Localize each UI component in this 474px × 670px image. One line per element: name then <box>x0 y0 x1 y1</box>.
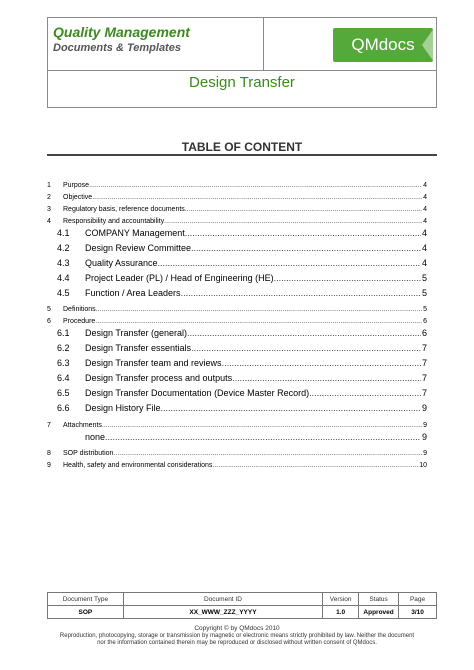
toc-entry-page: 5 <box>421 288 427 298</box>
toc-entry-number: 6.5 <box>57 388 70 398</box>
toc-leader-dots <box>113 450 422 457</box>
toc-entry[interactable] <box>47 301 427 313</box>
toc-entry[interactable] <box>47 213 427 225</box>
toc-entry-number: 4.5 <box>57 288 70 298</box>
toc-entry-page: 4 <box>421 228 427 238</box>
header-divider-horizontal <box>48 70 436 71</box>
toc-entry-title: Regulatory basis, reference documents <box>63 206 185 213</box>
toc-entry-number: 9 <box>47 462 51 469</box>
toc-entry-number: 4.4 <box>57 273 70 283</box>
toc-entry[interactable] <box>57 430 427 442</box>
toc-entry-page: 4 <box>423 218 427 225</box>
toc-entry-title: Design Transfer Documentation (Device Master Record) <box>85 388 310 398</box>
toc-entry[interactable] <box>47 457 427 469</box>
toc-leader-dots <box>274 273 421 283</box>
toc-entry-title: Design History File <box>85 403 161 413</box>
toc-entry-title: Design Review Committee <box>85 243 192 253</box>
document-id-value: XX_WWW_ZZZ_YYYY <box>123 606 322 619</box>
toc-leader-dots <box>212 462 418 469</box>
toc-entry[interactable] <box>57 356 427 368</box>
toc-leader-dots <box>96 306 422 313</box>
brand-subtitle: Documents & Templates <box>53 42 181 54</box>
toc-entry-number: 1 <box>47 182 51 189</box>
status-value: Approved <box>359 606 399 619</box>
legal-line: nor the information contained therein may be reproduced or disclosed without written consent of QMdocs. <box>97 640 377 646</box>
toc-leader-dots <box>191 343 421 353</box>
toc-leader-dots <box>92 194 422 201</box>
toc-entry[interactable] <box>47 313 427 325</box>
toc-entry[interactable] <box>47 177 427 189</box>
toc-entry[interactable] <box>47 189 427 201</box>
copyright-notice: Copyright © by QMdocs 2010 <box>194 625 280 632</box>
toc-title: TABLE OF CONTENT <box>181 140 303 154</box>
toc-entry-page: 10 <box>419 462 427 469</box>
toc-leader-dots <box>181 288 421 298</box>
document-type-value: SOP <box>48 606 124 619</box>
toc-entry[interactable] <box>57 341 427 353</box>
toc-entry-title: Definitions <box>63 306 96 313</box>
toc-entry-title: Design Transfer process and outputs <box>85 373 233 383</box>
toc-entry-number: 6.4 <box>57 373 70 383</box>
toc-leader-dots <box>222 358 421 368</box>
footer-info-table <box>47 592 437 619</box>
toc-entry-number: 6 <box>47 318 51 325</box>
toc-entry-page: 4 <box>423 194 427 201</box>
toc-entry-number: 6.2 <box>57 343 70 353</box>
document-header <box>47 17 437 108</box>
toc-entry-title: Design Transfer (general) <box>85 328 188 338</box>
legal-line: Reproduction, photocopying, storage or transmission by magnetic or electronic means strictly prohibited by law. Neither the document <box>59 633 415 639</box>
toc-entry-number: 4.1 <box>57 228 70 238</box>
toc-entry[interactable] <box>57 271 427 283</box>
footer-header-cell: Document Type <box>48 593 124 606</box>
toc-leader-dots <box>309 388 421 398</box>
toc-entry-title: Design Transfer team and reviews <box>85 358 222 368</box>
header-divider-vertical <box>263 18 264 70</box>
logo-arrow-icon <box>422 28 434 62</box>
toc-entry[interactable] <box>47 445 427 457</box>
toc-entry-number: 4.2 <box>57 243 70 253</box>
footer-header-cell: Version <box>323 593 359 606</box>
toc-leader-dots <box>95 318 422 325</box>
toc-divider <box>47 154 437 156</box>
toc-entry-number: 4.3 <box>57 258 70 268</box>
toc-entry[interactable] <box>47 417 427 429</box>
toc-entry-title: Responsibility and accountability <box>63 218 165 225</box>
toc-entry-title: Function / Area Leaders <box>85 288 181 298</box>
toc-entry-title: Quality Assurance <box>85 258 158 268</box>
footer-header-cell: Status <box>359 593 399 606</box>
page-value: 3/10 <box>399 606 437 619</box>
toc-entry-title: Purpose <box>63 182 90 189</box>
toc-entry-page: 6 <box>421 328 427 338</box>
brand-title: Quality Management <box>53 24 190 40</box>
toc-entry[interactable] <box>57 386 427 398</box>
toc-entry-title: Attachments <box>63 422 102 429</box>
toc-entry-number: 8 <box>47 450 51 457</box>
toc-entry-title: none <box>85 432 106 442</box>
toc-entry[interactable] <box>47 201 427 213</box>
toc-entry-page: 9 <box>421 403 427 413</box>
toc-entry-title: Design Transfer essentials <box>85 343 192 353</box>
footer-value-row <box>48 606 437 619</box>
toc-entry-number: 6.1 <box>57 328 70 338</box>
toc-entry-number: 4 <box>47 218 51 225</box>
toc-entry-number: 6.6 <box>57 403 70 413</box>
toc-entry-page: 9 <box>421 432 427 442</box>
toc-entry-page: 9 <box>423 422 427 429</box>
toc-entry-page: 7 <box>421 343 427 353</box>
toc-entry-title: COMPANY Management <box>85 228 185 238</box>
toc-entry-number: 7 <box>47 422 51 429</box>
toc-entry[interactable] <box>57 371 427 383</box>
toc-entry[interactable] <box>57 286 427 298</box>
toc-entry-page: 4 <box>421 258 427 268</box>
toc-entry-title: Procedure <box>63 318 96 325</box>
toc-leader-dots <box>161 403 421 413</box>
toc-entry-title: Health, safety and environmental considerations <box>63 462 213 469</box>
toc-entry[interactable] <box>57 241 427 253</box>
toc-leader-dots <box>158 258 421 268</box>
toc-leader-dots <box>105 432 421 442</box>
toc-entry[interactable] <box>57 326 427 338</box>
toc-leader-dots <box>185 206 422 213</box>
toc-entry-number: 6.3 <box>57 358 70 368</box>
toc-leader-dots <box>102 422 422 429</box>
toc-entry-page: 9 <box>423 450 427 457</box>
version-value: 1.0 <box>323 606 359 619</box>
logo-text: QMdocs <box>351 35 415 54</box>
toc-entry-page: 7 <box>421 373 427 383</box>
toc-entry-page: 4 <box>423 206 427 213</box>
document-title: Design Transfer <box>189 74 295 91</box>
toc-entry-title: Objective <box>63 194 93 201</box>
qmdocs-logo <box>333 28 433 62</box>
toc-entry-page: 7 <box>421 358 427 368</box>
toc-entry[interactable] <box>57 226 427 238</box>
legal-notice <box>30 633 444 647</box>
toc-entry-title: Project Leader (PL) / Head of Engineering (HE) <box>85 273 274 283</box>
toc-entry-number: 3 <box>47 206 51 213</box>
toc-leader-dots <box>185 228 421 238</box>
toc-entry-page: 4 <box>423 182 427 189</box>
toc-entry[interactable] <box>57 401 427 413</box>
toc-leader-dots <box>164 218 422 225</box>
toc-entry-page: 6 <box>423 318 427 325</box>
footer-header-cell: Page <box>399 593 437 606</box>
toc-entry-number: 2 <box>47 194 51 201</box>
toc-entry-number: 5 <box>47 306 51 313</box>
toc-leader-dots <box>191 243 421 253</box>
toc-leader-dots <box>187 328 421 338</box>
toc-entry[interactable] <box>57 256 427 268</box>
toc-entry-page: 7 <box>421 388 427 398</box>
footer-header-row <box>48 593 437 606</box>
toc-leader-dots <box>232 373 421 383</box>
toc-entry-page: 4 <box>421 243 427 253</box>
footer-header-cell: Document ID <box>123 593 322 606</box>
toc-entry-page: 5 <box>423 306 427 313</box>
toc-entry-page: 5 <box>421 273 427 283</box>
toc-leader-dots <box>89 182 422 189</box>
toc-entry-title: SOP distribution <box>63 450 114 457</box>
